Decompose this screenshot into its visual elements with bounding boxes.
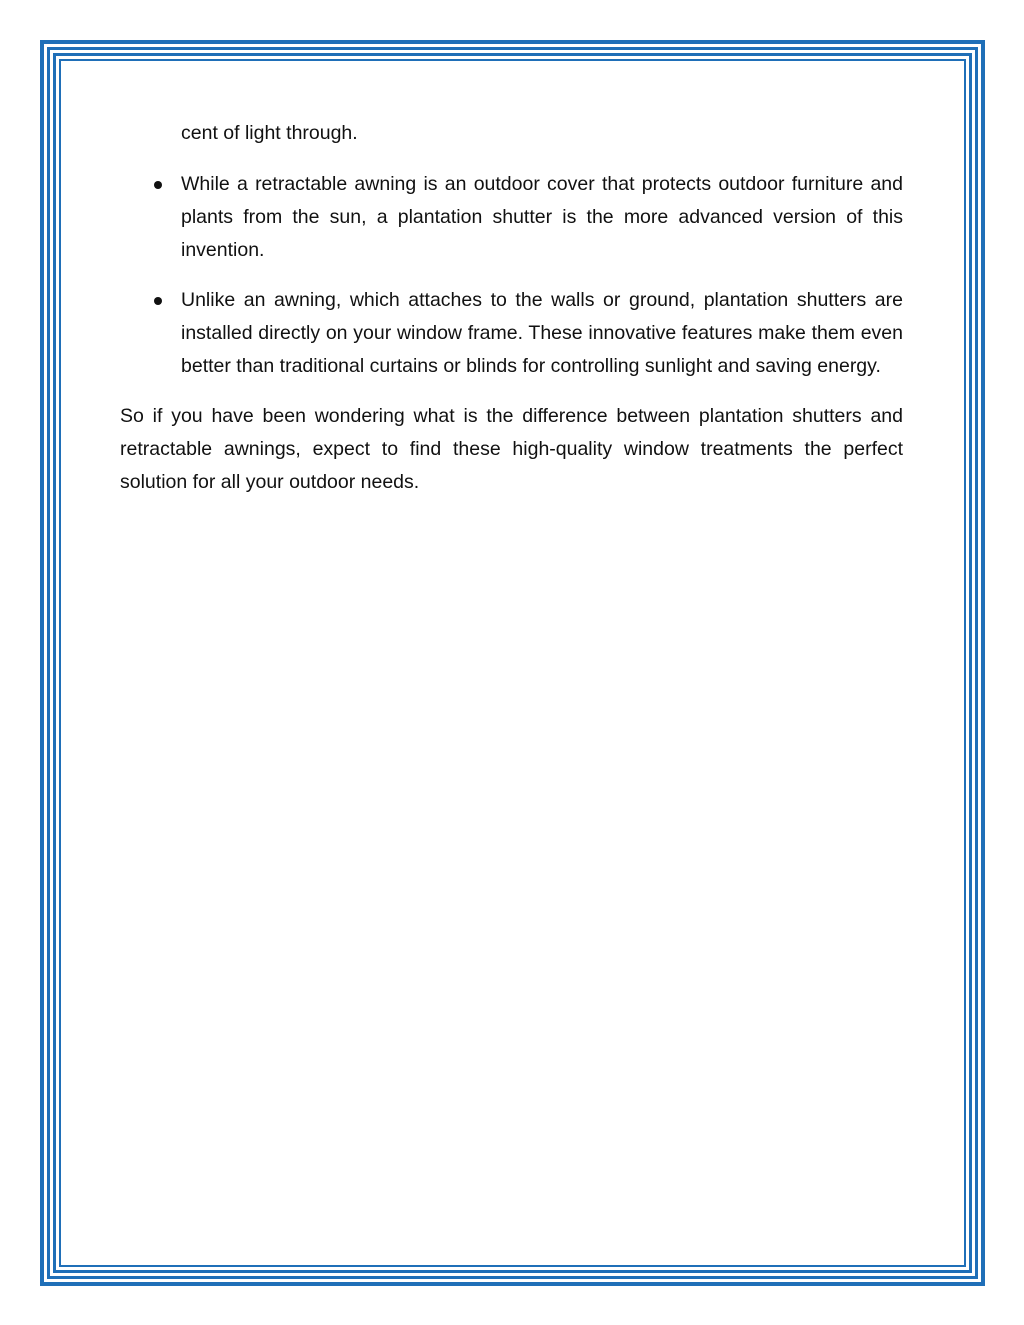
continuation-text: cent of light through. [181, 122, 358, 144]
bullet-text: Unlike an awning, which attaches to the walls or ground, plantation shutters are installed directly on your window frame. These innovative features make them even better than traditional curtains or blinds for controlling sunlight and saving energy. [181, 289, 903, 377]
list-item [120, 168, 903, 267]
page-content [120, 117, 903, 499]
bullet-dot-icon [154, 181, 162, 189]
closing-paragraph: So if you have been wondering what is the difference between plantation shutters and retractable awnings, expect to find these high-quality window treatments the perfect solution for all your outdoor needs. [120, 405, 903, 493]
list-item [120, 284, 903, 383]
bullet-list [120, 168, 903, 383]
bullet-dot-icon [154, 297, 162, 305]
bullet-text: While a retractable awning is an outdoor cover that protects outdoor furniture and plants from the sun, a plantation shutter is the more advanced version of this invention. [181, 173, 903, 261]
